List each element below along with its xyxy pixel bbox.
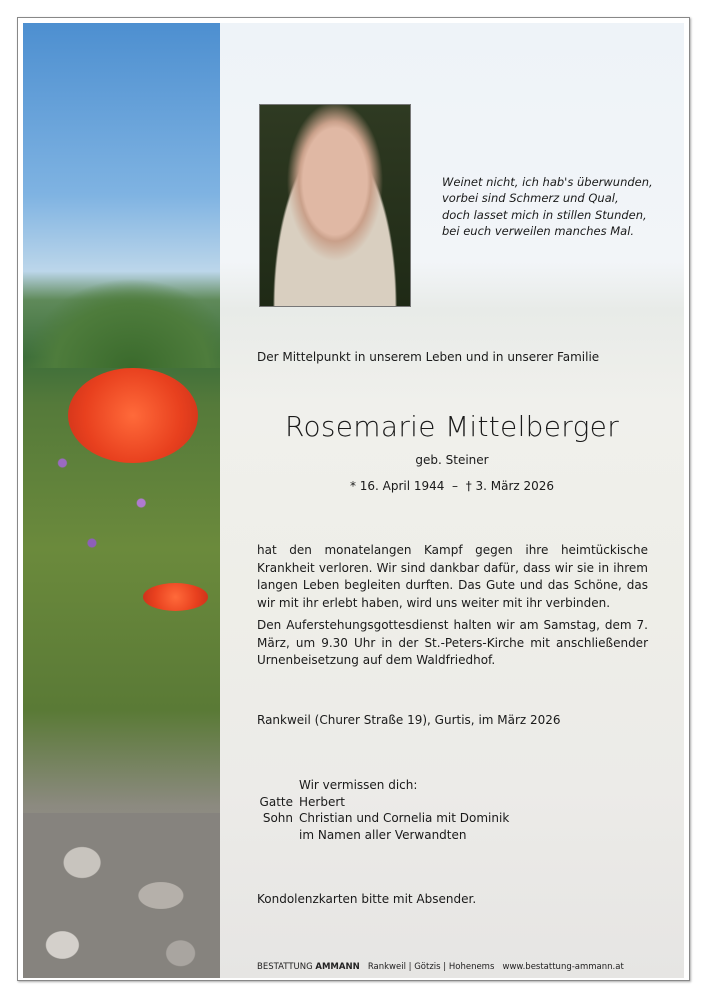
website-link[interactable]: www.bestattung-ammann.at: [502, 962, 624, 972]
locations: Rankweil | Götzis | Hohenems: [367, 962, 495, 972]
place-date: Rankweil (Churer Straße 19), Gurtis, im März 2026: [257, 713, 561, 727]
maiden-name: geb. Steiner: [415, 453, 489, 467]
role-label: Gatte: [259, 794, 293, 809]
paragraph-service: Den Auferstehungsgottesdienst halten wir am Samstag, dem 7. März, um 9.30 Uhr in der St.-Peters-Kirche mit anschließender Urnenbeisetzung auf dem Waldfriedhof.: [257, 618, 648, 667]
side-landscape-image: [23, 23, 220, 978]
condolence-note: Kondolenzkarten bitte mit Absender.: [257, 892, 477, 906]
footer: [257, 962, 624, 972]
paragraph-main: hat den monatelangen Kampf gegen ihre heimtückische Krankheit verloren. Wir sind dankbar dafür, dass wir sie in ihrem langen Leben begleiten durften. Das Gute und das Schöne, das wir mit ihr erlebt haben, wird uns weiter mit ihr verbinden.: [257, 543, 648, 610]
poppy-flower: [143, 583, 208, 611]
family-name: Herbert: [299, 794, 345, 809]
family-name: Christian und Cornelia mit Dominik: [299, 811, 510, 825]
portrait-photo: [259, 104, 411, 307]
poem-line: bei euch verweilen manches Mal.: [442, 223, 635, 238]
life-dates: * 16. April 1944 – † 3. März 2026: [349, 479, 555, 493]
intro-text: Der Mittelpunkt in unserem Leben und in unserer Familie: [257, 350, 600, 364]
family-name: im Namen aller Verwandten: [299, 827, 467, 842]
family-heading: Wir vermissen dich:: [299, 778, 418, 792]
brand-name: BESTATTUNG: [257, 962, 313, 972]
poem-line: doch lasset mich in stillen Stunden,: [442, 207, 647, 222]
poem-line: vorbei sind Schmerz und Qual,: [442, 191, 619, 206]
mountain: [23, 278, 220, 368]
brand-name-bold: AMMANN: [315, 962, 360, 972]
poem-line: Weinet nicht, ich hab's überwunden,: [442, 175, 653, 189]
role-label: Sohn: [262, 811, 293, 825]
family-roles: [259, 777, 293, 827]
deceased-name: Rosemarie Mittelberger: [284, 410, 620, 443]
poem: [442, 174, 653, 239]
family-names: [299, 777, 509, 843]
poppy-flower: [68, 368, 198, 463]
river-stones: [23, 813, 220, 978]
